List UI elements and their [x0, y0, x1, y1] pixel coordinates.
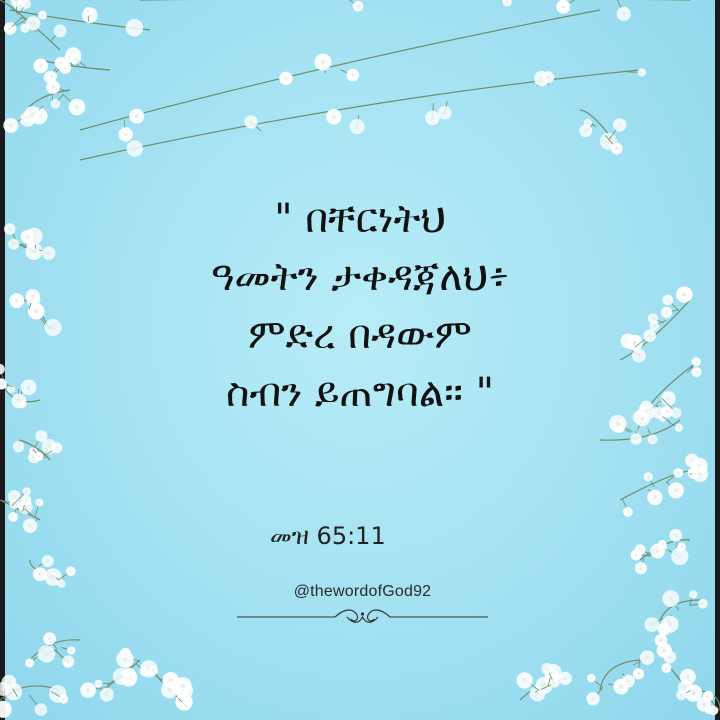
flower-cluster-icon — [140, 0, 690, 21]
quote-line-4: ስብን ይጠግባል። " — [226, 370, 494, 416]
social-handle: @thewordofGod92 — [293, 583, 432, 600]
flower-cluster-icon — [579, 110, 626, 154]
flower-cluster-icon — [25, 632, 80, 667]
flower-cluster-icon — [631, 529, 690, 574]
ornamental-divider-icon — [235, 604, 490, 630]
flower-cluster-icon — [80, 648, 150, 702]
flower-cluster-icon — [13, 430, 62, 463]
flower-cluster-icon — [516, 663, 572, 701]
flower-cluster-icon — [30, 555, 76, 588]
flower-cluster-icon — [80, 10, 600, 142]
flower-cluster-icon — [140, 660, 193, 710]
quote-line-2: ዓመትን ታቀዳጃለህ፥ — [210, 254, 510, 300]
flower-cluster-icon — [3, 80, 85, 133]
flower-cluster-icon — [0, 675, 68, 718]
verse-reference: መዝ 65:11 — [270, 522, 386, 550]
flower-cluster-icon — [33, 47, 110, 83]
quote-line-3: ምድረ በዳውም — [248, 312, 472, 358]
quote-line-1: " በቸርነትህ — [274, 196, 446, 242]
flower-cluster-icon — [0, 487, 43, 533]
flower-cluster-icon — [80, 68, 646, 160]
flower-cluster-icon — [645, 590, 708, 635]
flower-cluster-icon — [586, 650, 654, 705]
flower-cluster-icon — [620, 454, 708, 517]
flower-cluster-icon — [0, 0, 67, 50]
